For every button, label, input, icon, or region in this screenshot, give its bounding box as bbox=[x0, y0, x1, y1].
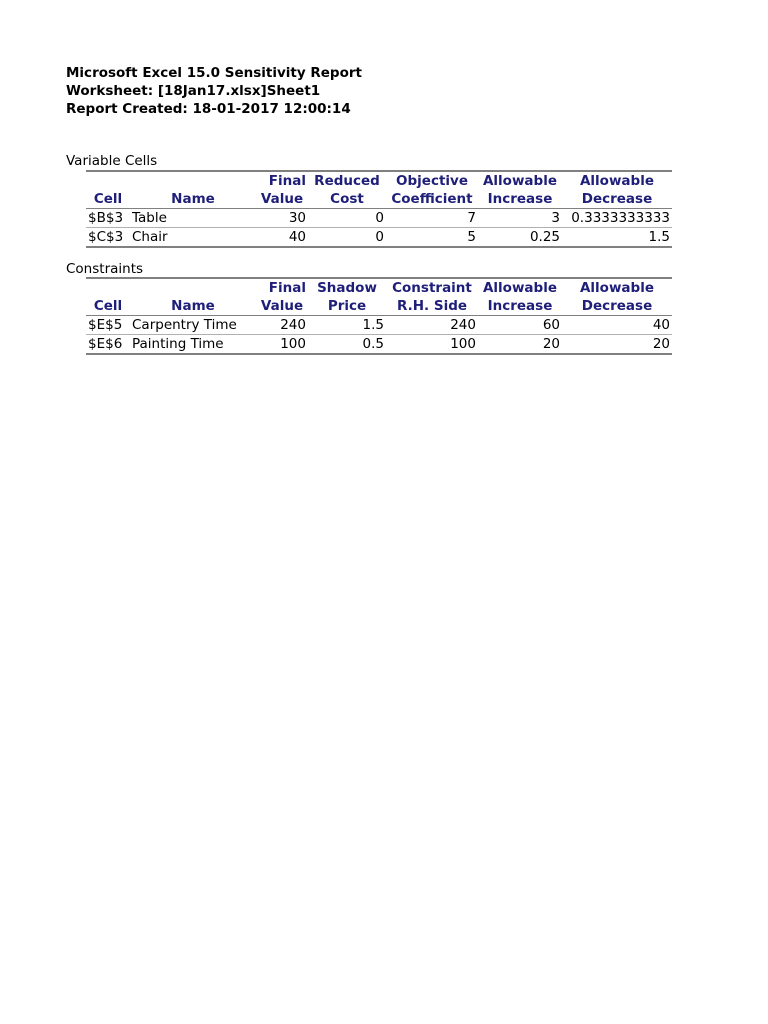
table-cell: 0.5 bbox=[308, 335, 386, 355]
table-cell: 1.5 bbox=[308, 316, 386, 335]
constraints-title: Constraints bbox=[66, 261, 144, 277]
table-row bbox=[86, 335, 672, 355]
report-title: Microsoft Excel 15.0 Sensitivity Report bbox=[66, 65, 362, 81]
table-cell: 40 bbox=[256, 228, 308, 248]
table-cell: $E$6 bbox=[86, 335, 130, 355]
column-header: Cell bbox=[86, 190, 130, 209]
table-cell: Chair bbox=[130, 228, 256, 248]
table-row bbox=[86, 228, 672, 248]
column-header: R.H. Side bbox=[386, 297, 478, 316]
table-cell: 20 bbox=[562, 335, 672, 355]
table-cell: 5 bbox=[386, 228, 478, 248]
column-header: Final bbox=[256, 278, 308, 297]
table-cell: 100 bbox=[386, 335, 478, 355]
report-created-line: Report Created: 18-01-2017 12:00:14 bbox=[66, 101, 351, 117]
column-header: Value bbox=[256, 297, 308, 316]
table-cell: $B$3 bbox=[86, 209, 130, 228]
column-header: Coefficient bbox=[386, 190, 478, 209]
table-cell: 20 bbox=[478, 335, 562, 355]
table-cell: 60 bbox=[478, 316, 562, 335]
table-cell: 240 bbox=[386, 316, 478, 335]
column-header: Constraint bbox=[386, 278, 478, 297]
column-header: Value bbox=[256, 190, 308, 209]
report-header bbox=[66, 64, 362, 118]
column-header: Decrease bbox=[562, 297, 672, 316]
column-header bbox=[130, 278, 256, 297]
worksheet-line: Worksheet: [18Jan17.xlsx]Sheet1 bbox=[66, 83, 321, 99]
column-header: Increase bbox=[478, 297, 562, 316]
table-cell: Carpentry Time bbox=[130, 316, 256, 335]
table-cell: Painting Time bbox=[130, 335, 256, 355]
column-header: Shadow bbox=[308, 278, 386, 297]
table-cell: 30 bbox=[256, 209, 308, 228]
column-header bbox=[130, 171, 256, 190]
column-header: Price bbox=[308, 297, 386, 316]
column-header: Allowable bbox=[562, 278, 672, 297]
table-cell: Table bbox=[130, 209, 256, 228]
table-cell: $E$5 bbox=[86, 316, 130, 335]
table-cell: 0 bbox=[308, 228, 386, 248]
variable-cells-title: Variable Cells bbox=[66, 153, 158, 169]
table-row bbox=[86, 209, 672, 228]
table-cell: 3 bbox=[478, 209, 562, 228]
column-header bbox=[86, 278, 130, 297]
column-header: Decrease bbox=[562, 190, 672, 209]
column-header: Cell bbox=[86, 297, 130, 316]
constraints-table bbox=[86, 277, 672, 355]
table-header-row bbox=[86, 171, 672, 190]
table-header-row bbox=[86, 297, 672, 316]
column-header bbox=[86, 171, 130, 190]
column-header: Name bbox=[130, 297, 256, 316]
variable-cells-table bbox=[86, 170, 672, 248]
column-header: Name bbox=[130, 190, 256, 209]
table-cell: 240 bbox=[256, 316, 308, 335]
table-cell: $C$3 bbox=[86, 228, 130, 248]
table-cell: 1.5 bbox=[562, 228, 672, 248]
table-cell: 0.3333333333 bbox=[562, 209, 672, 228]
table-cell: 7 bbox=[386, 209, 478, 228]
column-header: Objective bbox=[386, 171, 478, 190]
column-header: Increase bbox=[478, 190, 562, 209]
column-header: Allowable bbox=[478, 171, 562, 190]
table-cell: 40 bbox=[562, 316, 672, 335]
table-cell: 0 bbox=[308, 209, 386, 228]
table-header-row bbox=[86, 278, 672, 297]
table-cell: 100 bbox=[256, 335, 308, 355]
column-header: Final bbox=[256, 171, 308, 190]
table-cell: 0.25 bbox=[478, 228, 562, 248]
table-row bbox=[86, 316, 672, 335]
column-header: Reduced bbox=[308, 171, 386, 190]
column-header: Allowable bbox=[478, 278, 562, 297]
column-header: Allowable bbox=[562, 171, 672, 190]
column-header: Cost bbox=[308, 190, 386, 209]
table-header-row bbox=[86, 190, 672, 209]
